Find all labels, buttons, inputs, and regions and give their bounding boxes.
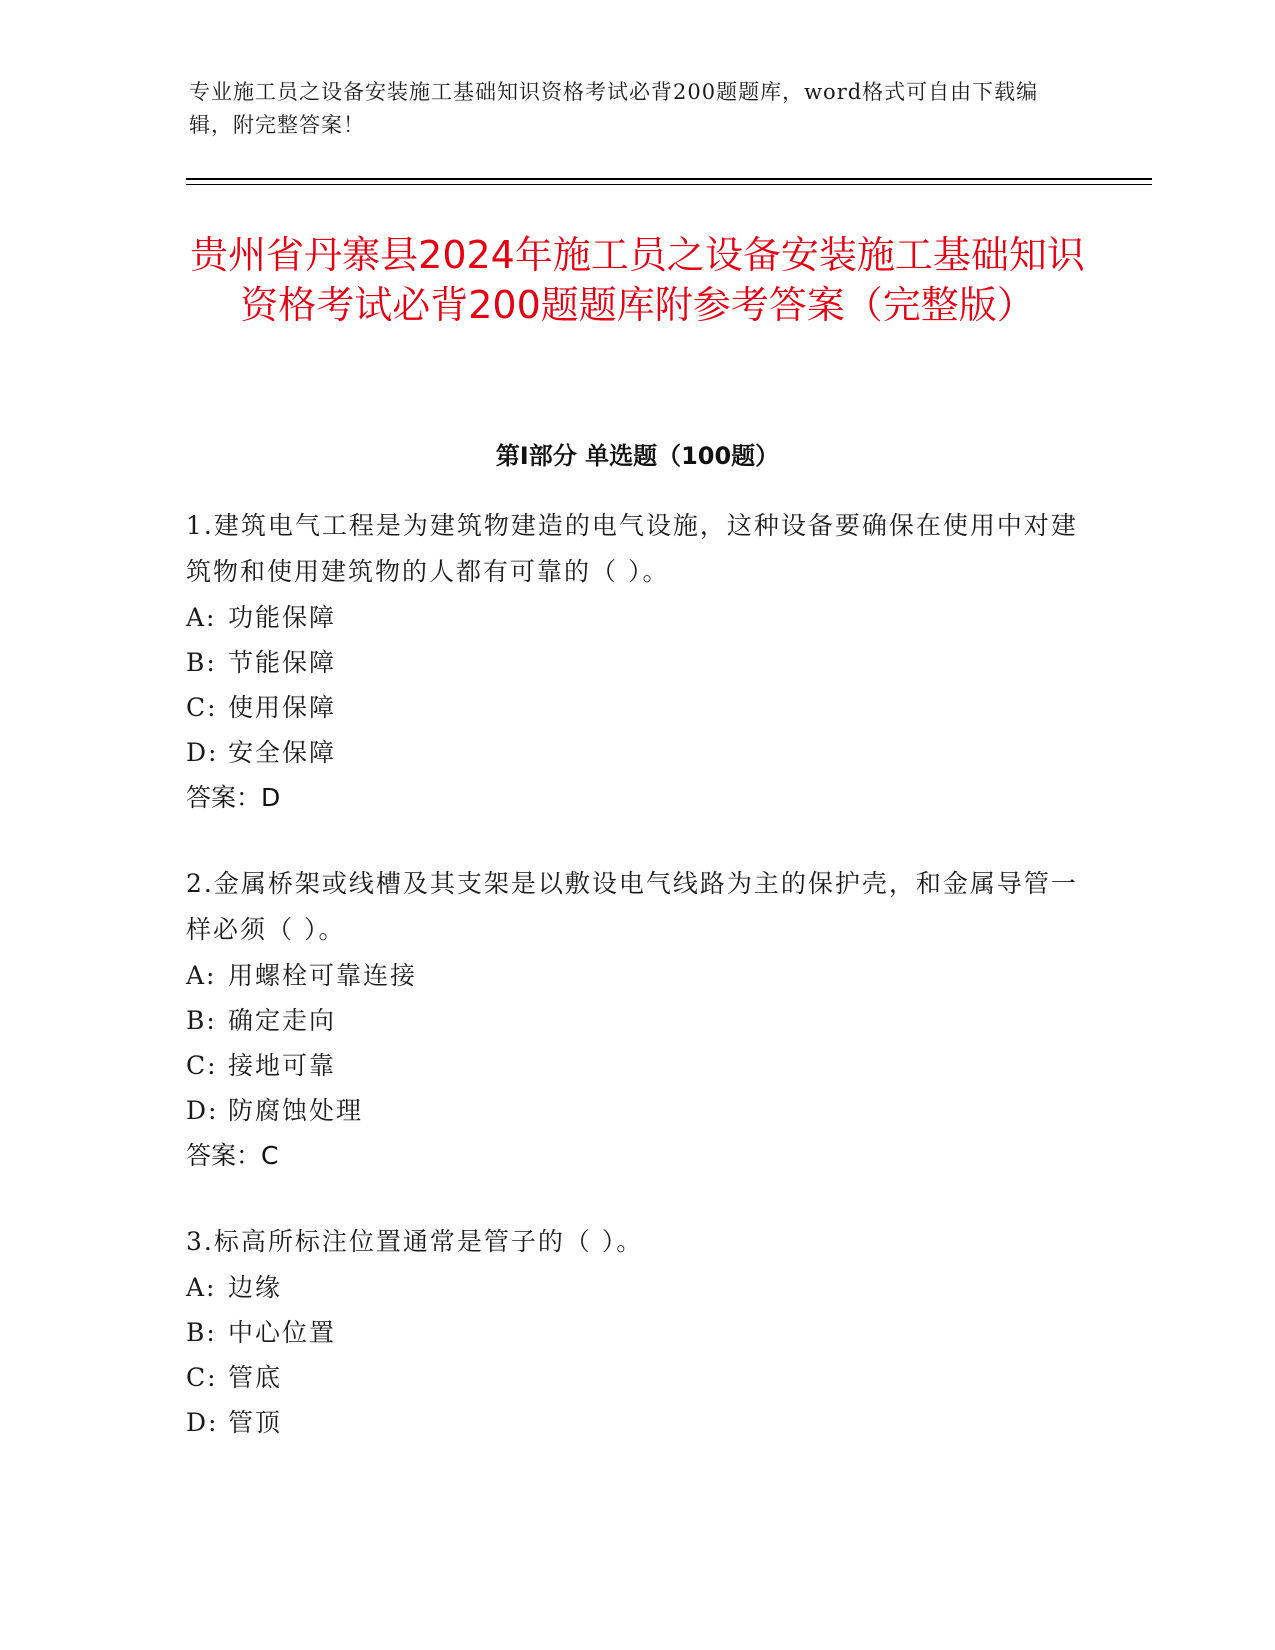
option-c <box>186 1043 1086 1088</box>
header-rule-thin <box>186 184 1152 185</box>
option-a <box>186 1265 1086 1310</box>
section-title: 第I部分 单选题（100题） <box>495 442 780 470</box>
answer: 答案：C <box>186 1141 279 1170</box>
question-3 <box>186 1219 1086 1445</box>
option-text: 防腐蚀处理 <box>228 1096 364 1125</box>
question-stem: 2.金属桥架或线槽及其支架是以敷设电气线路为主的保护壳，和金属导管一样必须（ ）。 <box>186 869 1078 944</box>
option-text: 用螺栓可靠连接 <box>228 961 418 990</box>
question-stem: 1.建筑电气工程是为建筑物建造的电气设施，这种设备要确保在使用中对建筑物和使用建筑物的人都有可靠的（ ）。 <box>186 511 1078 586</box>
option-text: 节能保障 <box>228 648 337 677</box>
header-note: 专业施工员之设备安装施工基础知识资格考试必背200题题库，word格式可自由下载编辑，附完整答案！ <box>189 80 1039 137</box>
option-d <box>186 730 1086 775</box>
option-letter: B: <box>186 1006 217 1035</box>
option-a <box>186 953 1086 998</box>
option-letter: B: <box>186 648 217 677</box>
option-b <box>186 1310 1086 1355</box>
option-text: 管顶 <box>228 1408 283 1437</box>
option-letter: C: <box>186 1363 218 1392</box>
option-text: 功能保障 <box>228 603 337 632</box>
option-text: 确定走向 <box>228 1006 337 1035</box>
option-text: 管底 <box>228 1363 283 1392</box>
option-letter: C: <box>186 693 218 722</box>
header-rule-thick <box>186 178 1152 180</box>
option-letter: A: <box>186 603 217 632</box>
document-title: 贵州省丹寨县2024年施工员之设备安装施工基础知识资格考试必背200题题库附参考答案（完整版） <box>190 233 1085 327</box>
option-text: 接地可靠 <box>228 1051 337 1080</box>
option-letter: D: <box>186 1096 219 1125</box>
option-letter: A: <box>186 1273 217 1302</box>
option-text: 安全保障 <box>228 738 337 767</box>
option-letter: D: <box>186 1408 219 1437</box>
option-b <box>186 640 1086 685</box>
question-1 <box>186 503 1086 821</box>
question-2 <box>186 861 1086 1179</box>
option-c <box>186 685 1086 730</box>
option-letter: A: <box>186 961 217 990</box>
option-c <box>186 1355 1086 1400</box>
option-text: 边缘 <box>228 1273 283 1302</box>
option-letter: B: <box>186 1318 217 1347</box>
option-letter: D: <box>186 738 219 767</box>
question-stem: 3.标高所标注位置通常是管子的（ ）。 <box>186 1227 644 1256</box>
option-text: 使用保障 <box>228 693 337 722</box>
option-d <box>186 1400 1086 1445</box>
answer: 答案：D <box>186 783 281 812</box>
option-letter: C: <box>186 1051 218 1080</box>
option-d <box>186 1088 1086 1133</box>
option-b <box>186 998 1086 1043</box>
option-a <box>186 595 1086 640</box>
option-text: 中心位置 <box>228 1318 337 1347</box>
